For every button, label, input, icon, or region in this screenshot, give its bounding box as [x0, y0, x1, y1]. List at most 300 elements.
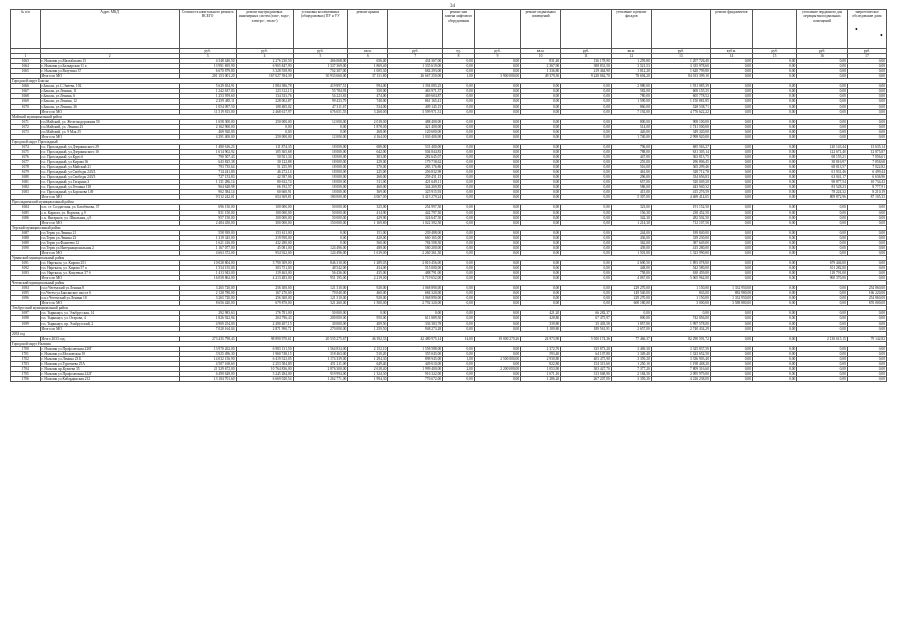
- address-cell: г. Нальчик ул.Московская 10: [40, 351, 179, 356]
- value-cell: 2 792 320,00: [388, 301, 443, 306]
- row-number: 1702: [11, 356, 41, 361]
- value-cell: 0,00: [797, 366, 848, 371]
- value-cell: 3 521,53: [611, 64, 651, 69]
- value-cell: 122 671,40: [797, 149, 848, 154]
- value-cell: 2 740 434,29: [651, 326, 710, 331]
- value-cell: 656,40: [348, 59, 388, 64]
- value-cell: 0,00: [443, 240, 475, 245]
- value-cell: 0,00: [521, 301, 561, 306]
- value-cell: 6 636,96: [847, 175, 886, 180]
- value-cell: 2 152,10: [348, 346, 388, 351]
- value-cell: 0,00: [753, 129, 797, 134]
- value-cell: 0,00: [561, 266, 612, 271]
- value-cell: 0,00: [474, 124, 520, 129]
- value-cell: 2 468 617,97: [236, 109, 293, 114]
- value-cell: 1 324,30: [348, 372, 388, 377]
- value-cell: 415,00: [611, 190, 651, 195]
- value-cell: 0,00: [753, 286, 797, 291]
- value-cell: 18 000,00: [293, 144, 348, 149]
- address-cell: Итого по МО: [40, 250, 179, 255]
- value-cell: 2 162 900,00: [179, 124, 236, 129]
- value-cell: 0,00: [474, 59, 520, 64]
- value-cell: 0,00: [561, 134, 612, 139]
- unit-cell: кв.м.: [348, 49, 388, 54]
- address-cell: с.п. Янтарное, ул. Школьная, д.9: [40, 215, 179, 220]
- value-cell: 14 032 156,90: [179, 356, 236, 361]
- value-cell: 21 529 672,00: [179, 366, 236, 371]
- value-cell: 1 620 799,80: [651, 69, 710, 74]
- section-title: Урванский муниципальный район: [11, 255, 887, 260]
- value-cell: 4 067,00: [611, 276, 651, 281]
- register-table: [10, 9, 887, 382]
- value-cell: 78 224,32: [797, 190, 848, 195]
- value-cell: 0,00: [443, 250, 475, 255]
- value-cell: 586,00: [611, 185, 651, 190]
- value-cell: 1 053,90: [521, 366, 561, 371]
- value-cell: 0,00: [753, 230, 797, 235]
- value-cell: 5 307,00: [611, 195, 651, 200]
- value-cell: 1 857,00: [611, 321, 651, 326]
- value-cell: 902 384,14: [179, 190, 236, 195]
- value-cell: 2 200 000,00: [474, 366, 520, 371]
- value-cell: 189 561,91: [561, 326, 612, 331]
- row-number: 1678: [11, 165, 41, 170]
- value-cell: 167 270,00: [236, 291, 293, 296]
- address-cell: г.п.Майский, ул. 9 Мая 25: [40, 129, 179, 134]
- value-cell: 0,00: [710, 195, 752, 200]
- value-cell: 0,00: [521, 235, 561, 240]
- value-cell: 120 600,00: [388, 129, 443, 134]
- value-cell: 18 000,00: [293, 149, 348, 154]
- value-cell: 0,00: [521, 215, 561, 220]
- address-cell: г. Нальчик ул.Малыбахова 15: [40, 59, 179, 64]
- header-cell: ремонт внутридомовых инженерных систем (газо-, водо-, электро-, тепло-): [236, 10, 293, 49]
- value-cell: 0,00: [710, 372, 752, 377]
- value-cell: 0,00: [797, 109, 848, 114]
- value-cell: 0,00: [443, 210, 475, 215]
- value-cell: 429,90: [348, 215, 388, 220]
- value-cell: 0,00: [443, 129, 475, 134]
- address-cell: Итого по МО: [40, 276, 179, 281]
- value-cell: 64 107,80: [561, 351, 612, 356]
- value-cell: 860,00: [611, 104, 651, 109]
- header-cell: [474, 10, 520, 49]
- value-cell: 282 502,50: [651, 215, 710, 220]
- address-cell: г.п. Тырныауз, ул. Отарова, 4: [40, 316, 179, 321]
- column-number-cell: 15: [753, 54, 797, 59]
- value-cell: 0,00: [753, 109, 797, 114]
- value-cell: 68 155,21: [797, 154, 848, 159]
- value-cell: 0,00: [753, 356, 797, 361]
- value-cell: 0,00: [561, 291, 612, 296]
- value-cell: 630 459,00: [651, 271, 710, 276]
- value-cell: 3 336 903,40: [651, 356, 710, 361]
- value-cell: 0,00: [753, 64, 797, 69]
- value-cell: 0,00: [847, 276, 886, 281]
- header-cell: установка коллективных (общедомовых) ПУ и УУ: [293, 10, 348, 49]
- row-number: 1705: [11, 372, 41, 377]
- value-cell: 0,00: [521, 149, 561, 154]
- value-cell: 1 619,00: [348, 250, 388, 255]
- value-cell: 460,00: [348, 291, 388, 296]
- value-cell: 0,00: [561, 190, 612, 195]
- value-cell: 528 538,71: [651, 104, 710, 109]
- value-cell: 1 558 588,00: [388, 346, 443, 351]
- value-cell: 1 259,50: [348, 326, 388, 331]
- value-cell: 254 860,00: [847, 296, 886, 301]
- value-cell: 0,00: [443, 215, 475, 220]
- address-cell: г.п.г.Чегемский ул.Ленина 8: [40, 286, 179, 291]
- value-cell: 119 463,00: [236, 271, 293, 276]
- header-cell: [561, 10, 612, 49]
- value-cell: 0,00: [847, 69, 886, 74]
- value-cell: 435,00: [348, 271, 388, 276]
- value-cell: 66 192,57: [236, 185, 293, 190]
- value-cell: 121 310,00: [293, 286, 348, 291]
- value-cell: 0,00: [521, 99, 561, 104]
- value-cell: 0,00: [474, 296, 520, 301]
- value-cell: 0,00: [797, 351, 848, 356]
- value-cell: 0,00: [561, 250, 612, 255]
- value-cell: 0,00: [561, 149, 612, 154]
- value-cell: 0,00: [797, 235, 848, 240]
- value-cell: 449 610,00: [388, 361, 443, 366]
- value-cell: 0,00: [521, 195, 561, 200]
- value-cell: 256 300,00: [236, 286, 293, 291]
- address-cell: Итого по МО: [40, 134, 179, 139]
- value-cell: 250 000,00: [236, 119, 293, 124]
- value-cell: 3 900 000,00: [474, 74, 520, 79]
- value-cell: 101 282,00: [797, 266, 848, 271]
- column-number-cell: 3: [179, 54, 236, 59]
- value-cell: 0,00: [847, 129, 886, 134]
- value-cell: 6 965 847,90: [236, 64, 293, 69]
- value-cell: 0,00: [443, 311, 475, 316]
- value-cell: 0,00: [443, 59, 475, 64]
- value-cell: 0,00: [710, 321, 752, 326]
- value-cell: 365 299,46: [651, 165, 710, 170]
- value-cell: 0,00: [753, 185, 797, 190]
- value-cell: 920,00: [348, 296, 388, 301]
- address-cell: г.п. Тырныауз, пр. Эльбрусский, 2: [40, 321, 179, 326]
- value-cell: 4 067,00: [348, 195, 388, 200]
- value-cell: 0,00: [474, 185, 520, 190]
- value-cell: 1 189,80: [521, 326, 561, 331]
- value-cell: 0,00: [561, 271, 612, 276]
- value-cell: 0,00: [797, 321, 848, 326]
- value-cell: 4 469 414,65: [651, 195, 710, 200]
- value-cell: 300 000,00: [236, 220, 293, 225]
- value-cell: 0,00: [521, 175, 561, 180]
- value-cell: 1 826 922,94: [179, 316, 236, 321]
- value-cell: 84 013 399,10: [651, 74, 710, 79]
- value-cell: 166 220,00: [847, 291, 886, 296]
- value-cell: 0,00: [710, 230, 752, 235]
- value-cell: 100 000,00: [236, 215, 293, 220]
- header-cell: ремонт фундаментов: [710, 10, 752, 49]
- address-cell: г. Нальчик ул.Балкарская 11 а: [40, 64, 179, 69]
- value-cell: 0,00: [474, 260, 520, 265]
- value-cell: 0,00: [710, 69, 752, 74]
- value-cell: 0,00: [443, 301, 475, 306]
- value-cell: 0,00: [443, 321, 475, 326]
- value-cell: 0,00: [797, 230, 848, 235]
- value-cell: 1 337 369,00: [293, 64, 348, 69]
- column-number-cell: 7: [388, 54, 443, 59]
- value-cell: 679 446,00: [797, 260, 848, 265]
- value-cell: 0,00: [521, 154, 561, 159]
- value-cell: 0,00: [443, 230, 475, 235]
- value-cell: 882 980,00: [710, 291, 752, 296]
- section-title: 2033 год: [11, 331, 887, 336]
- value-cell: 1,00: [443, 74, 475, 79]
- row-number: 1663: [11, 59, 41, 64]
- value-cell: 18 000,00: [293, 180, 348, 185]
- value-cell: 342,30: [611, 215, 651, 220]
- value-cell: 0,00: [710, 119, 752, 124]
- value-cell: 861 165,41: [388, 99, 443, 104]
- value-cell: 30 122,88: [236, 160, 293, 165]
- value-cell: 463 971,37: [388, 89, 443, 94]
- value-cell: 303,00: [348, 154, 388, 159]
- value-cell: 176 781,00: [236, 311, 293, 316]
- value-cell: 4 900 254,00: [179, 321, 236, 326]
- value-cell: 3 790 309,00: [236, 260, 293, 265]
- value-cell: 0,00: [847, 361, 886, 366]
- value-cell: 13 635,14: [847, 144, 886, 149]
- value-cell: 0,00: [474, 240, 520, 245]
- value-cell: 421 400,00: [388, 124, 443, 129]
- value-cell: 0,00: [474, 316, 520, 321]
- value-cell: 254 997,50: [388, 205, 443, 210]
- value-cell: 201 153 001,20: [179, 74, 236, 79]
- header-cell: Адрес МКД: [40, 10, 179, 49]
- value-cell: 0,00: [847, 119, 886, 124]
- value-cell: 0,00: [753, 326, 797, 331]
- value-cell: 3 265 720,00: [179, 286, 236, 291]
- value-cell: 0,00: [474, 301, 520, 306]
- address-cell: г.о. Прохладный, ул.Свободы 243/2: [40, 170, 179, 175]
- value-cell: 180 000,00: [293, 195, 348, 200]
- value-cell: 831 150,00: [179, 210, 236, 215]
- value-cell: 712 107,50: [651, 220, 710, 225]
- value-cell: 593,40: [521, 351, 561, 356]
- value-cell: 439,00: [611, 245, 651, 250]
- value-cell: 24 973,90: [521, 336, 561, 341]
- value-cell: 0,00: [561, 260, 612, 265]
- value-cell: 0,00: [753, 240, 797, 245]
- value-cell: 0,00: [561, 180, 612, 185]
- value-cell: 793 735,64: [179, 165, 236, 170]
- value-cell: 321 260,00: [293, 301, 348, 306]
- value-cell: 0,00: [521, 124, 561, 129]
- value-cell: 0,00: [710, 266, 752, 271]
- value-cell: 0,00: [797, 69, 848, 74]
- value-cell: 0,00: [443, 205, 475, 210]
- value-cell: 0,00: [753, 84, 797, 89]
- value-cell: 3 325 837,50: [651, 346, 710, 351]
- value-cell: 0,00: [561, 276, 612, 281]
- value-cell: 18 000,00: [293, 154, 348, 159]
- value-cell: 1 207 726,40: [651, 59, 710, 64]
- value-cell: 369,00: [348, 190, 388, 195]
- address-cell: г.п.Терек ул.Фанзеева 12: [40, 240, 179, 245]
- row-number: 1700: [11, 346, 41, 351]
- address-cell: г.Баксан, ул.Ленина, 11: [40, 89, 179, 94]
- value-cell: 5 065 962,00: [651, 276, 710, 281]
- value-cell: 0,00: [561, 195, 612, 200]
- value-cell: 0,00: [521, 276, 561, 281]
- row-number: 1669: [11, 99, 41, 104]
- value-cell: 0,00: [753, 291, 797, 296]
- row-number: 1688: [11, 235, 41, 240]
- column-number-cell: 2: [40, 54, 179, 59]
- row-number: 1671: [11, 119, 41, 124]
- row-number: 1692: [11, 266, 41, 271]
- row-number: 1677: [11, 160, 41, 165]
- value-cell: 0,00: [443, 149, 475, 154]
- value-cell: 2 871 990,71: [236, 326, 293, 331]
- value-cell: 0,00: [474, 84, 520, 89]
- value-cell: 336 383,78: [388, 321, 443, 326]
- value-cell: 0,00: [236, 124, 293, 129]
- value-cell: 388 831,50: [561, 64, 612, 69]
- value-cell: 2 484 450,00: [179, 220, 236, 225]
- section-title: Городской округ Баксан: [11, 79, 887, 84]
- value-cell: 469 604,87: [388, 94, 443, 99]
- value-cell: 0,00: [710, 154, 752, 159]
- value-cell: 0,00: [561, 175, 612, 180]
- value-cell: 239 488,00: [388, 230, 443, 235]
- value-cell: 0,00: [847, 59, 886, 64]
- value-cell: 1 671,10: [521, 372, 561, 377]
- value-cell: 800,00: [611, 119, 651, 124]
- value-cell: 16 058 862,00: [179, 276, 236, 281]
- value-cell: 0,00: [443, 245, 475, 250]
- value-cell: 296,00: [611, 175, 651, 180]
- value-cell: 514,00: [611, 124, 651, 129]
- value-cell: 421,20: [521, 311, 561, 316]
- value-cell: 515 000,00: [388, 266, 443, 271]
- value-cell: 436,00: [611, 235, 651, 240]
- value-cell: 994,00: [348, 84, 388, 89]
- value-cell: 255,00: [611, 160, 651, 165]
- value-cell: 0,00: [847, 230, 886, 235]
- value-cell: 303 751,00: [236, 266, 293, 271]
- address-cell: г.п. Тырныауз, ул. Эльбрусская, 14: [40, 311, 179, 316]
- value-cell: 0,00: [521, 129, 561, 134]
- value-cell: 510,20: [348, 351, 388, 356]
- value-cell: 1 994,30: [348, 377, 388, 382]
- value-cell: 1 740,00: [611, 134, 651, 139]
- address-cell: г.Баксан, ул.С.Энеева, 102: [40, 84, 179, 89]
- value-cell: 0,00: [753, 89, 797, 94]
- value-cell: 6 669 020,54: [236, 377, 293, 382]
- value-cell: 0,00: [753, 276, 797, 281]
- value-cell: 0,00: [521, 271, 561, 276]
- value-cell: 37 131,80: [348, 74, 388, 79]
- value-cell: 0,00: [847, 316, 886, 321]
- value-cell: 1 335 619,00: [388, 64, 443, 69]
- address-cell: г.п.Терек ул.Интернациональная 2: [40, 245, 179, 250]
- address-cell: г.о. Прохладный, ул.Гетмана 118: [40, 185, 179, 190]
- value-cell: 0,00: [753, 296, 797, 301]
- value-cell: 0,00: [474, 326, 520, 331]
- value-cell: 0,00: [753, 175, 797, 180]
- value-cell: 0,00: [710, 235, 752, 240]
- row-number: 1703: [11, 361, 41, 366]
- unit-cell: руб.: [293, 49, 348, 54]
- value-cell: 0,00: [797, 205, 848, 210]
- value-cell: 0,00: [443, 296, 475, 301]
- value-cell: 0,00: [847, 134, 886, 139]
- value-cell: 18 000,00: [293, 165, 348, 170]
- value-cell: 1 289,05: [348, 260, 388, 265]
- value-cell: 18 000,00: [293, 175, 348, 180]
- value-cell: 1 054 097,50: [179, 104, 236, 109]
- header-row: [11, 10, 887, 49]
- value-cell: 14,00: [443, 336, 475, 341]
- value-cell: 415 280,00: [651, 245, 710, 250]
- value-cell: 0,00: [710, 99, 752, 104]
- section-title: Городской округ Прохладный: [11, 139, 887, 144]
- address-cell: г.Баксан, ул.Ленина, 12: [40, 99, 179, 104]
- value-cell: 409,50: [348, 321, 388, 326]
- row-number: 1698: [11, 316, 41, 321]
- address-cell: г.п.Майский, ул. Железнодорожная 50: [40, 119, 179, 124]
- row-number: 1685: [11, 210, 41, 215]
- value-cell: 0,00: [561, 89, 612, 94]
- value-cell: 0,00: [710, 89, 752, 94]
- value-cell: 50 000,00: [293, 205, 348, 210]
- value-cell: 0,00: [521, 84, 561, 89]
- value-cell: 134 533,76: [236, 94, 293, 99]
- value-cell: 0,00: [521, 296, 561, 301]
- value-cell: 6 490 628,00: [179, 372, 236, 377]
- value-cell: 0,00: [443, 316, 475, 321]
- value-cell: 0,00: [753, 160, 797, 165]
- value-cell: 0,00: [847, 326, 886, 331]
- value-cell: 339,80: [521, 321, 561, 326]
- value-cell: 250 000,00: [236, 134, 293, 139]
- value-cell: 149 540,00: [611, 291, 651, 296]
- value-cell: 1 658 300,00: [179, 119, 236, 124]
- value-cell: 0,00: [797, 134, 848, 139]
- value-cell: 1 167 077,00: [179, 245, 236, 250]
- value-cell: 0,00: [474, 134, 520, 139]
- value-cell: 0,00: [474, 94, 520, 99]
- value-cell: 254 860,00: [847, 286, 886, 291]
- value-cell: 0,00: [797, 361, 848, 366]
- value-cell: 727 153,83: [179, 175, 236, 180]
- value-cell: 964 628,98: [179, 185, 236, 190]
- value-cell: 0,00: [753, 220, 797, 225]
- value-cell: 2 372,70: [521, 346, 561, 351]
- value-cell: 0,00: [348, 311, 388, 316]
- value-cell: 0,00: [710, 94, 752, 99]
- value-cell: 4 776 622,22: [651, 109, 710, 114]
- value-cell: 50 921,34: [236, 154, 293, 159]
- value-cell: 61 931,46: [797, 170, 848, 175]
- value-cell: 451 211,00: [293, 361, 348, 366]
- value-cell: 3 415 279,24: [388, 195, 443, 200]
- value-cell: 0,00: [753, 180, 797, 185]
- value-cell: 0,00: [443, 109, 475, 114]
- address-cell: г.о. Прохладный, ул.Круп 6: [40, 154, 179, 159]
- value-cell: 0,00: [443, 134, 475, 139]
- value-cell: 3 245 284,00: [236, 372, 293, 377]
- value-cell: 0,00: [443, 170, 475, 175]
